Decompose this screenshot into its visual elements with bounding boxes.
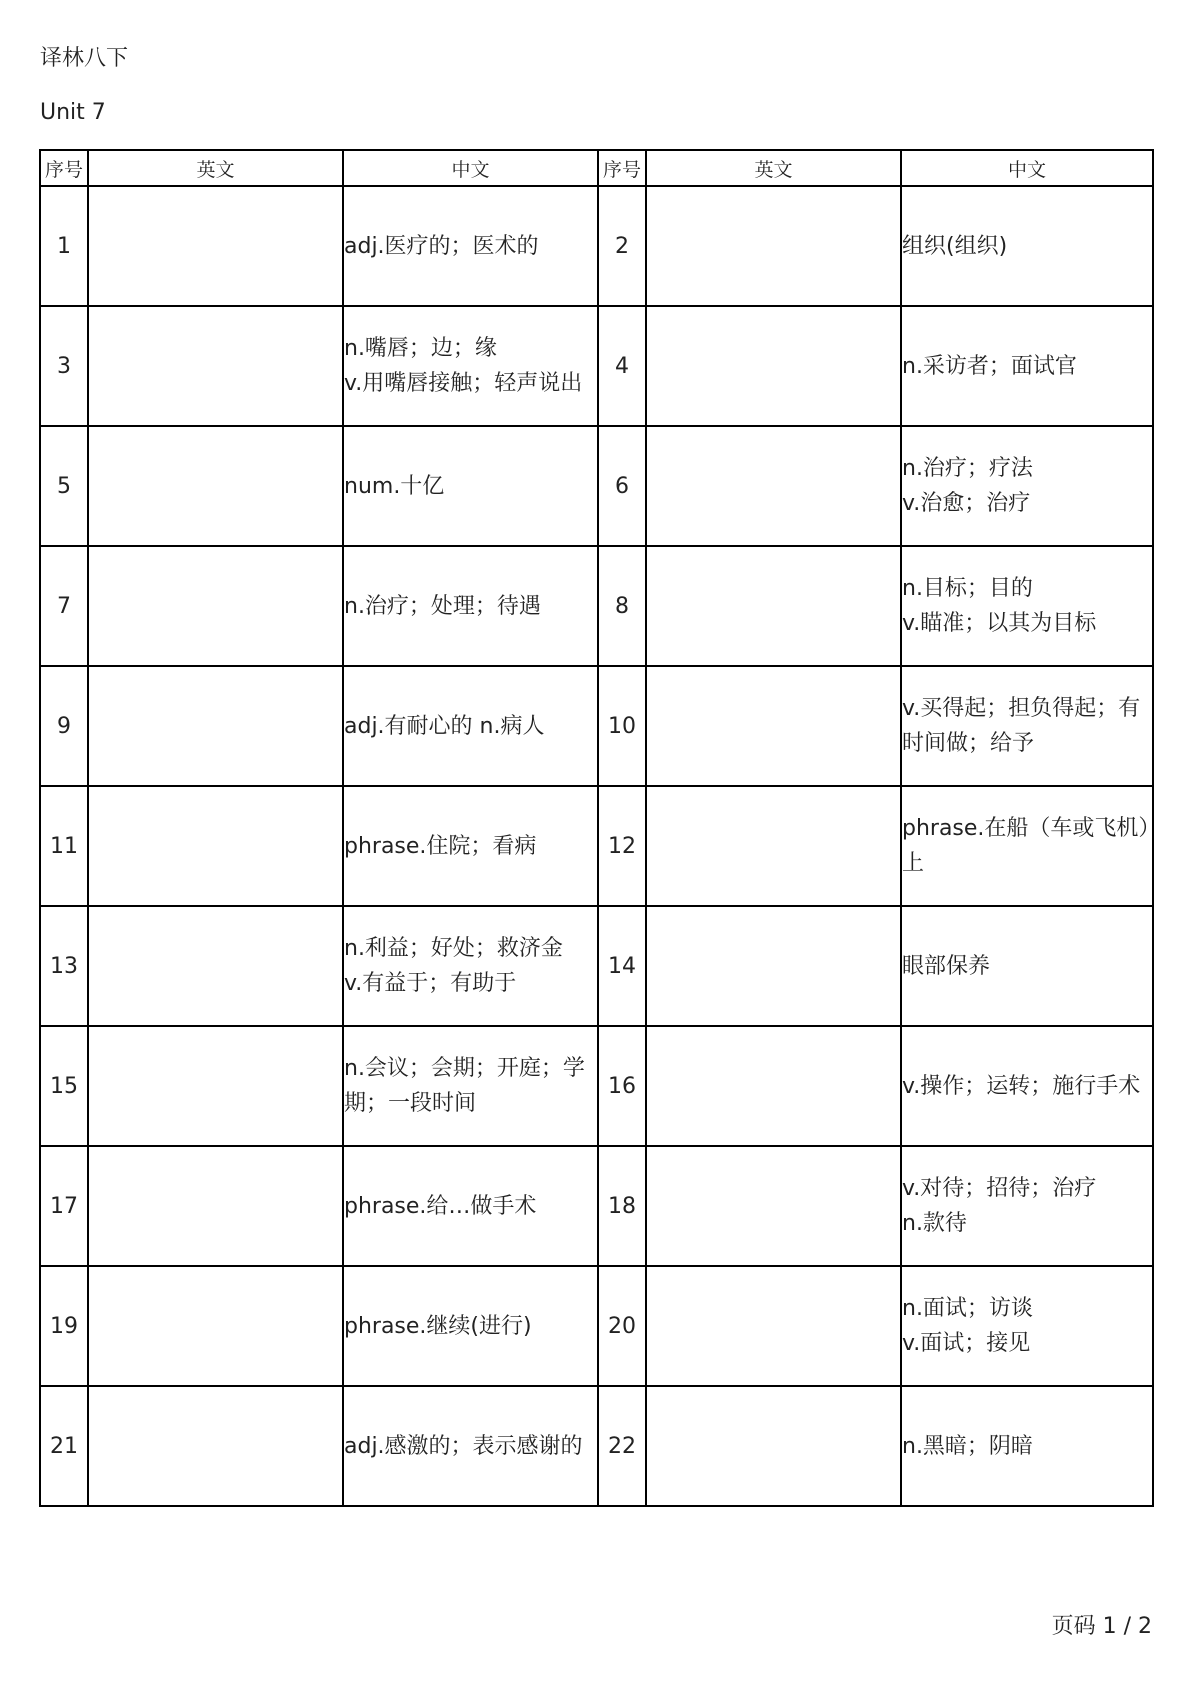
english-answer-cell[interactable]	[646, 666, 901, 786]
row-number-cell: 10	[598, 666, 646, 786]
chinese-meaning-cell: n.面试；访谈 v.面试；接见	[901, 1266, 1153, 1386]
chinese-meaning-cell: adj.有耐心的 n.病人	[343, 666, 598, 786]
table-row	[40, 1026, 1153, 1146]
chinese-meaning-cell: n.治疗；处理；待遇	[343, 546, 598, 666]
english-answer-cell[interactable]	[646, 1386, 901, 1506]
row-number-cell: 21	[40, 1386, 88, 1506]
row-number-cell: 3	[40, 306, 88, 426]
english-answer-cell[interactable]	[88, 906, 343, 1026]
row-number-cell: 16	[598, 1026, 646, 1146]
table-row	[40, 1146, 1153, 1266]
english-answer-cell[interactable]	[646, 786, 901, 906]
header-english-2: 英文	[646, 150, 901, 186]
english-answer-cell[interactable]	[646, 426, 901, 546]
row-number-cell: 6	[598, 426, 646, 546]
row-number-cell: 12	[598, 786, 646, 906]
english-answer-cell[interactable]	[88, 306, 343, 426]
table-row	[40, 546, 1153, 666]
row-number-cell: 8	[598, 546, 646, 666]
chinese-meaning-cell: n.利益；好处；救济金 v.有益于；有助于	[343, 906, 598, 1026]
english-answer-cell[interactable]	[646, 306, 901, 426]
document-title: 译林八下	[40, 46, 129, 71]
table-row	[40, 786, 1153, 906]
row-number-cell: 13	[40, 906, 88, 1026]
vocabulary-table	[39, 149, 1154, 1507]
header-chinese-2: 中文	[901, 150, 1153, 186]
chinese-meaning-cell: 眼部保养	[901, 906, 1153, 1026]
chinese-meaning-cell: v.操作；运转；施行手术	[901, 1026, 1153, 1146]
header-english-1: 英文	[88, 150, 343, 186]
english-answer-cell[interactable]	[646, 186, 901, 306]
chinese-meaning-cell: adj.医疗的；医术的	[343, 186, 598, 306]
row-number-cell: 11	[40, 786, 88, 906]
chinese-meaning-cell: n.采访者；面试官	[901, 306, 1153, 426]
row-number-cell: 15	[40, 1026, 88, 1146]
row-number-cell: 17	[40, 1146, 88, 1266]
chinese-meaning-cell: v.买得起；担负得起；有时间做；给予	[901, 666, 1153, 786]
row-number-cell: 9	[40, 666, 88, 786]
chinese-meaning-cell: n.治疗；疗法 v.治愈；治疗	[901, 426, 1153, 546]
table-row	[40, 906, 1153, 1026]
header-chinese-1: 中文	[343, 150, 598, 186]
table-row	[40, 666, 1153, 786]
english-answer-cell[interactable]	[88, 786, 343, 906]
chinese-meaning-cell: phrase.在船（车或飞机）上	[901, 786, 1153, 906]
row-number-cell: 14	[598, 906, 646, 1026]
chinese-meaning-cell: n.黑暗；阴暗	[901, 1386, 1153, 1506]
chinese-meaning-cell: 组织(组织)	[901, 186, 1153, 306]
row-number-cell: 7	[40, 546, 88, 666]
row-number-cell: 2	[598, 186, 646, 306]
row-number-cell: 5	[40, 426, 88, 546]
table-row	[40, 186, 1153, 306]
row-number-cell: 20	[598, 1266, 646, 1386]
table-row	[40, 306, 1153, 426]
page-number: 页码 1 / 2	[1051, 1614, 1152, 1639]
chinese-meaning-cell: n.目标；目的 v.瞄准；以其为目标	[901, 546, 1153, 666]
english-answer-cell[interactable]	[88, 546, 343, 666]
english-answer-cell[interactable]	[646, 1146, 901, 1266]
header-number-2: 序号	[598, 150, 646, 186]
english-answer-cell[interactable]	[646, 1266, 901, 1386]
row-number-cell: 19	[40, 1266, 88, 1386]
row-number-cell: 1	[40, 186, 88, 306]
english-answer-cell[interactable]	[88, 1266, 343, 1386]
header-row	[40, 150, 1153, 186]
table-row	[40, 426, 1153, 546]
table-row	[40, 1266, 1153, 1386]
chinese-meaning-cell: adj.感激的；表示感谢的	[343, 1386, 598, 1506]
english-answer-cell[interactable]	[88, 1386, 343, 1506]
chinese-meaning-cell: v.对待；招待；治疗 n.款待	[901, 1146, 1153, 1266]
chinese-meaning-cell: phrase.给…做手术	[343, 1146, 598, 1266]
chinese-meaning-cell: phrase.继续(进行)	[343, 1266, 598, 1386]
chinese-meaning-cell: num.十亿	[343, 426, 598, 546]
english-answer-cell[interactable]	[646, 1026, 901, 1146]
row-number-cell: 22	[598, 1386, 646, 1506]
chinese-meaning-cell: n.会议；会期；开庭；学期；一段时间	[343, 1026, 598, 1146]
chinese-meaning-cell: phrase.住院；看病	[343, 786, 598, 906]
row-number-cell: 4	[598, 306, 646, 426]
english-answer-cell[interactable]	[88, 666, 343, 786]
header-number-1: 序号	[40, 150, 88, 186]
english-answer-cell[interactable]	[88, 426, 343, 546]
english-answer-cell[interactable]	[88, 1026, 343, 1146]
english-answer-cell[interactable]	[88, 186, 343, 306]
chinese-meaning-cell: n.嘴唇；边；缘 v.用嘴唇接触；轻声说出	[343, 306, 598, 426]
english-answer-cell[interactable]	[646, 906, 901, 1026]
english-answer-cell[interactable]	[88, 1146, 343, 1266]
english-answer-cell[interactable]	[646, 546, 901, 666]
unit-heading: Unit 7	[40, 100, 106, 125]
table-row	[40, 1386, 1153, 1506]
row-number-cell: 18	[598, 1146, 646, 1266]
